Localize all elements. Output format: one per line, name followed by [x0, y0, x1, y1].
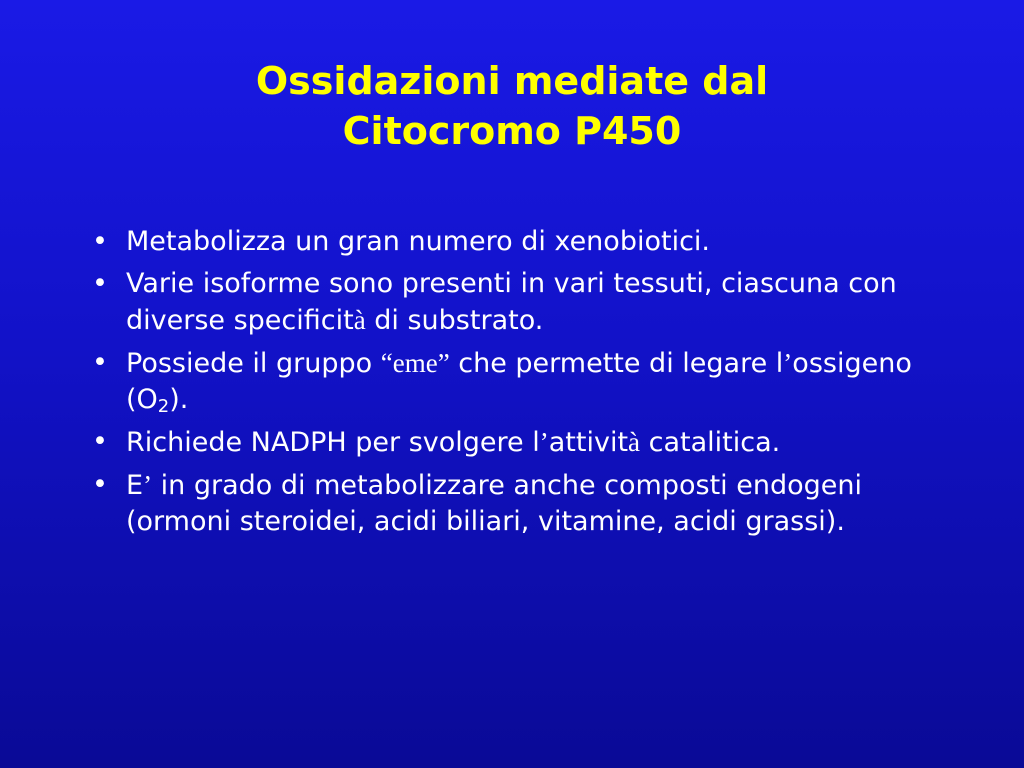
bullet-text: Metabolizza un gran numero di xenobiotici.	[126, 226, 710, 257]
bullet-text-apostrophe: ’	[143, 470, 153, 500]
bullet-text: di substrato.	[365, 305, 544, 336]
bullet-text: attivit	[548, 427, 629, 458]
bullet-marker: •	[92, 469, 108, 500]
slide-title	[0, 56, 1024, 156]
bullet-text-apostrophe: ’	[539, 427, 549, 457]
bullet-text: Richiede NADPH per svolgere l	[126, 427, 540, 458]
bullet-marker: •	[92, 426, 108, 457]
bullet-text: Possiede il gruppo	[126, 348, 381, 379]
title-line-1: Ossidazioni mediate dal	[255, 59, 769, 103]
bullet-marker: •	[92, 347, 108, 378]
title-line-2: Citocromo P450	[342, 109, 682, 153]
bullet-text-apostrophe: ’	[783, 348, 793, 378]
bullet-item-5	[88, 467, 948, 540]
bullet-text: in grado di metabolizzare anche composti endogeni (ormoni steroidei, acidi biliari, vitamine, acidi grassi).	[126, 470, 862, 537]
bullet-text: E	[126, 470, 144, 501]
bullet-list	[88, 224, 948, 546]
bullet-text-accent: à	[628, 427, 641, 457]
bullet-text: che permette di legare l	[449, 348, 784, 379]
bullet-marker: •	[92, 226, 108, 257]
bullet-marker: •	[92, 268, 108, 299]
bullet-item-4	[88, 424, 948, 461]
bullet-text-quoted: “eme”	[380, 348, 450, 378]
bullet-text-accent: à	[353, 305, 366, 335]
subscript-2: 2	[157, 396, 170, 417]
bullet-item-3	[88, 345, 948, 418]
bullet-item-2	[88, 266, 948, 339]
bullet-text: ).	[169, 384, 189, 415]
bullet-item-1	[88, 224, 948, 260]
bullet-text: Varie isoforme sono presenti in vari tessuti, ciascuna con diverse specificit	[126, 268, 897, 336]
bullet-text: catalitica.	[640, 427, 781, 458]
bullet-text: ossigeno (O	[126, 348, 912, 415]
